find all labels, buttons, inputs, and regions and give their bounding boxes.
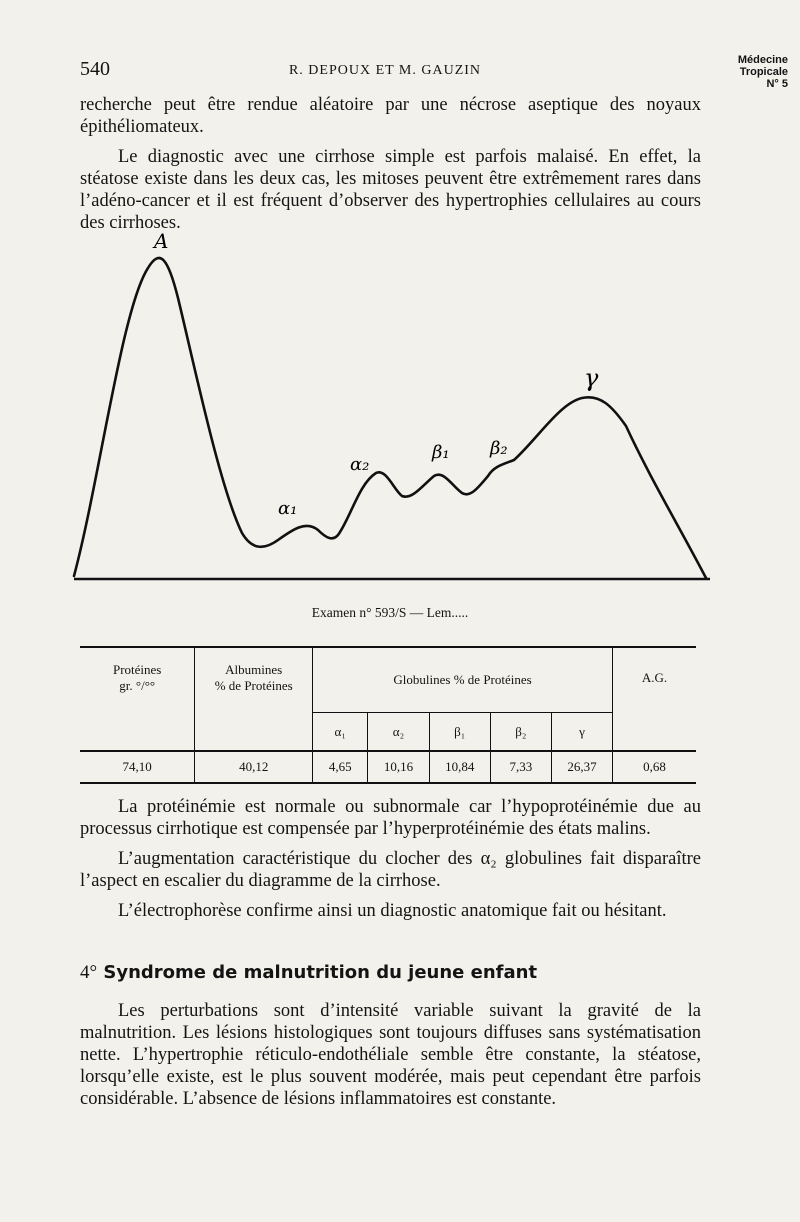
header-proteines: [80, 647, 195, 751]
value-alpha1: 4,65: [313, 751, 368, 783]
table-row: [80, 751, 696, 783]
protein-table: [80, 646, 696, 784]
section-number: 4°: [80, 962, 98, 983]
subheader-beta2: β₂: [490, 713, 551, 751]
running-head: R. DEPOUX ET M. GAUZIN: [288, 63, 482, 78]
peak-label-alpha2: α₂: [350, 454, 370, 475]
subheader-gamma: γ: [551, 713, 612, 751]
header-albumines: [195, 647, 313, 751]
journal-tag: [698, 54, 788, 90]
peak-label-gamma: γ: [584, 364, 599, 392]
peak-label-albumin: A: [154, 229, 169, 253]
body-text-bottom: [80, 796, 701, 930]
paragraph: recherche peut être rendue aléatoire par une nécrose aseptique des noyaux épithéliomateux.: [80, 95, 701, 137]
value-beta1: 10,84: [429, 751, 490, 783]
header-globulines: Globulines % de Protéines: [313, 647, 613, 713]
section-title: Syndrome de malnutrition du jeune enfant: [103, 962, 538, 983]
peak-label-beta2: β₂: [490, 438, 508, 459]
journal-tag-line-2: Tropicale: [739, 66, 788, 78]
body-text-top: [80, 94, 701, 242]
figure-caption: Examen n° 593/S — Lem.....: [311, 605, 469, 620]
subheader-alpha2: α₂: [368, 713, 429, 751]
paragraph: Les perturbations sont d’intensité variable suivant la gravité de la malnutrition. Les lésions histologiques sont toujours diffuses sans systématisation nette. L’hypertrophie réticulo-endothéliale semble être constante, la stéatose, lorsqu’elle existe, est le plus souvent modérée, mais peut cependant être parfois considérable. L’absence de lésions inflammatoires est constante.: [80, 1001, 701, 1109]
electrophoresis-curve: [74, 258, 706, 578]
header-albumines-unit: % de Protéines: [214, 678, 293, 693]
subheader-alpha1: α₁: [313, 713, 368, 751]
value-alpha2: 10,16: [368, 751, 429, 783]
journal-tag-line-3: N° 5: [766, 78, 788, 90]
value-proteines: 74,10: [80, 751, 195, 783]
value-gamma: 26,37: [551, 751, 612, 783]
header-proteines-unit: gr. °/°°: [119, 678, 156, 693]
header-proteines-label: Protéines: [112, 662, 162, 677]
paragraph: La protéinémie est normale ou subnormale car l’hypoprotéinémie due au processus cirrhotique est compensée par l’hyperprotéinémie des états malins.: [80, 797, 701, 839]
page-number: 540: [80, 58, 110, 80]
header-ag: A.G.: [641, 670, 668, 685]
peak-label-alpha1: α₁: [278, 498, 298, 519]
value-beta2: 7,33: [490, 751, 551, 783]
paragraph: Le diagnostic avec une cirrhose simple est parfois malaisé. En effet, la stéatose existe dans les deux cas, les mitoses peuvent être extrêmement rares dans l’adéno-cancer et il est fréquent d’observer des hypertrophies cellulaires au cours des cirrhoses.: [80, 147, 701, 233]
body-text-section: [80, 1000, 701, 1118]
peak-label-beta1: β₁: [432, 442, 450, 463]
subheader-beta1: β₁: [429, 713, 490, 751]
electrophoresis-diagram: [60, 228, 720, 588]
paragraph: L’électrophorèse confirme ainsi un diagnostic anatomique fait ou hésitant.: [118, 901, 667, 921]
value-ag: 0,68: [643, 759, 666, 774]
section-heading: [80, 962, 537, 984]
header-albumines-label: Albumines: [225, 662, 283, 677]
paragraph: L’augmentation caractéristique du clocher des α₂ globulines fait disparaître l’aspect en escalier du diagramme de la cirrhose.: [80, 849, 701, 891]
journal-tag-line-1: Médecine: [737, 54, 788, 66]
value-albumines: 40,12: [195, 751, 313, 783]
